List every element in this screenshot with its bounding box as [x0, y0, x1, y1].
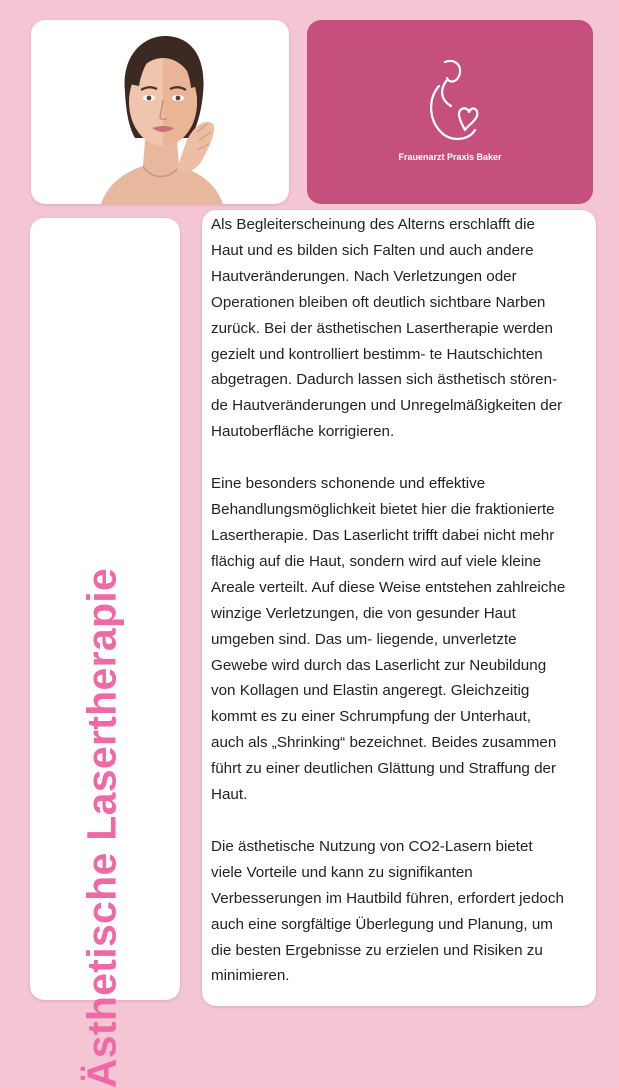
text-line: Die ästhetische Nutzung von CO2-Lasern bietet — [211, 837, 533, 855]
text-line: Als Begleiterscheinung des Alterns erschlafft die — [211, 216, 535, 233]
text-line: winzige Verletzungen, die von gesunder Haut — [211, 604, 516, 622]
article-body — [211, 212, 597, 1015]
text-line: gezielt und kontrolliert bestimm- te Hautschichten — [211, 345, 543, 363]
logo-card — [307, 20, 593, 204]
text-line: Haut. — [211, 786, 248, 804]
text-line: auch eine sorgfältige Überlegung und Planung, um — [211, 915, 553, 933]
text-line: viele Vorteile und kann zu signifikanten — [211, 863, 473, 881]
paragraph-2 — [211, 471, 597, 808]
text-line: minimieren. — [211, 967, 290, 985]
text-line: Eine besonders schonende und effektive — [211, 475, 486, 493]
text-line: zurück. Bei der ästhetischen Lasertherapie werden — [211, 319, 553, 337]
text-line: führt zu einer deutlichen Glättung und Straffung der — [211, 760, 557, 778]
portrait-card — [31, 20, 289, 204]
text-line: Operationen bleiben oft deutlich sichtbare Narben — [211, 293, 546, 311]
text-line: flächig auf die Haut, sondern wird auf viele kleine — [211, 552, 542, 570]
text-line: auch als „Shrinking“ bezeichnet. Beides zusammen — [211, 734, 557, 752]
paragraph-3 — [211, 834, 597, 989]
text-line: Verbesserungen im Hautbild führen, erfordert jedoch — [211, 889, 564, 907]
text-line: Hautveränderungen. Nach Verletzungen oder — [211, 267, 517, 285]
text-line: Gewebe wird durch das Laserlicht zur Neubildung — [211, 656, 547, 674]
text-line: kommt es zu einer Schrumpfung der Unterhaut, — [211, 708, 531, 726]
pregnant-woman-heart-icon — [415, 56, 485, 146]
text-line: Haut und es bilden sich Falten und auch andere — [211, 241, 534, 259]
text-line: umgeben sind. Das um- liegende, unverletzte — [211, 630, 517, 648]
text-line: Hautoberfläche korrigieren. — [211, 423, 395, 441]
side-title-card — [30, 218, 180, 1088]
text-line: de Hautveränderungen und Unregelmäßigkeiten der — [211, 397, 563, 415]
text-line: Lasertherapie. Das Laserlicht trifft dabei nicht mehr — [211, 526, 555, 544]
text-line: die besten Ergebnisse zu erzielen und Risiken zu — [211, 941, 543, 959]
article-text-card — [202, 210, 596, 1006]
logo-caption: Frauenarzt Praxis Baker — [398, 152, 502, 162]
vertical-page-title: Ästhetische Lasertherapie — [78, 567, 125, 1088]
text-line: Behandlungsmöglichkeit bietet hier die fraktionierte — [211, 501, 555, 519]
text-line: abgetragen. Dadurch lassen sich ästhetisch stören- — [211, 371, 558, 389]
paragraph-1 — [211, 212, 597, 445]
text-line: von Kollagen und Elastin angeregt. Gleichzeitig — [211, 682, 530, 700]
text-line: Areale verteilt. Auf diese Weise entstehen zahlreiche — [211, 578, 566, 596]
woman-face-portrait-icon — [31, 20, 289, 204]
